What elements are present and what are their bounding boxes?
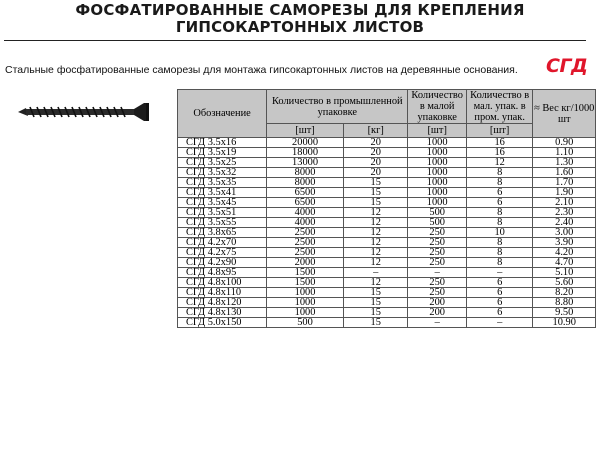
cell-kg: 12: [343, 218, 408, 228]
cell-name: СГД 3.5x35: [178, 178, 267, 188]
cell-pcs: 500: [267, 318, 344, 328]
cell-pcs: 8000: [267, 178, 344, 188]
cell-weight: 9.50: [533, 308, 596, 318]
table-row: [178, 268, 596, 278]
table-row: [178, 158, 596, 168]
cell-weight: 5.60: [533, 278, 596, 288]
cell-name: СГД 4.2x90: [178, 258, 267, 268]
cell-pcs: 2500: [267, 228, 344, 238]
cell-small: 250: [408, 238, 466, 248]
table-row: [178, 298, 596, 308]
cell-count: 6: [466, 188, 533, 198]
cell-kg: 12: [343, 248, 408, 258]
cell-small: 1000: [408, 168, 466, 178]
cell-pcs: 2500: [267, 248, 344, 258]
col-count-pcs-unit: [шт]: [466, 124, 533, 138]
title-line-2: ГИПСОКАРТОННЫХ ЛИСТОВ: [175, 18, 425, 36]
cell-pcs: 1500: [267, 278, 344, 288]
cell-kg: 12: [343, 258, 408, 268]
cell-kg: 20: [343, 168, 408, 178]
col-designation-header: Обозначение: [178, 90, 267, 138]
cell-name: СГД 5.0x150: [178, 318, 267, 328]
cell-name: СГД 3.5x51: [178, 208, 267, 218]
cell-pcs: 4000: [267, 208, 344, 218]
cell-small: 250: [408, 228, 466, 238]
cell-weight: 1.30: [533, 158, 596, 168]
cell-small: 1000: [408, 138, 466, 148]
cell-kg: 12: [343, 208, 408, 218]
cell-name: СГД 4.8x95: [178, 268, 267, 278]
table-row: [178, 228, 596, 238]
cell-pcs: 1000: [267, 288, 344, 298]
cell-count: 8: [466, 168, 533, 178]
cell-kg: 12: [343, 278, 408, 288]
cell-name: СГД 4.8x100: [178, 278, 267, 288]
table-row: [178, 318, 596, 328]
cell-name: СГД 3.5x45: [178, 198, 267, 208]
table-row: [178, 288, 596, 298]
cell-pcs: 6500: [267, 188, 344, 198]
cell-kg: 15: [343, 178, 408, 188]
cell-kg: 15: [343, 308, 408, 318]
cell-count: 8: [466, 258, 533, 268]
table-row: [178, 248, 596, 258]
cell-small: 200: [408, 308, 466, 318]
cell-weight: 3.00: [533, 228, 596, 238]
cell-weight: 0.90: [533, 138, 596, 148]
cell-weight: 2.10: [533, 198, 596, 208]
cell-weight: 1.70: [533, 178, 596, 188]
cell-pcs: 1500: [267, 268, 344, 278]
cell-count: –: [466, 268, 533, 278]
col-qty-small-header: Количество в малой упаковке: [408, 90, 466, 124]
document-title: [0, 2, 600, 36]
cell-weight: 3.90: [533, 238, 596, 248]
cell-kg: 12: [343, 228, 408, 238]
table-row: [178, 308, 596, 318]
cell-small: 1000: [408, 178, 466, 188]
cell-weight: 2.30: [533, 208, 596, 218]
product-description: Стальные фосфатированные саморезы для монтажа гипсокартонных листов на деревянные основания.: [5, 64, 518, 76]
cell-count: 8: [466, 218, 533, 228]
cell-count: 16: [466, 148, 533, 158]
brand-logo: СГД: [546, 55, 588, 77]
col-qty-small-in-ind-header: Количество в мал. упак. в пром. упак.: [466, 90, 533, 124]
cell-count: 8: [466, 208, 533, 218]
cell-pcs: 2000: [267, 258, 344, 268]
cell-kg: 15: [343, 198, 408, 208]
table-row: [178, 208, 596, 218]
table-row: [178, 258, 596, 268]
cell-name: СГД 3.5x19: [178, 148, 267, 158]
cell-weight: 10.90: [533, 318, 596, 328]
cell-count: 6: [466, 198, 533, 208]
cell-small: 1000: [408, 158, 466, 168]
cell-kg: 15: [343, 288, 408, 298]
col-small-pcs-unit: [шт]: [408, 124, 466, 138]
cell-count: –: [466, 318, 533, 328]
cell-kg: 12: [343, 238, 408, 248]
table-row: [178, 178, 596, 188]
cell-name: СГД 4.2x70: [178, 238, 267, 248]
cell-pcs: 18000: [267, 148, 344, 158]
cell-name: СГД 3.5x25: [178, 158, 267, 168]
cell-name: СГД 4.8x120: [178, 298, 267, 308]
cell-count: 6: [466, 308, 533, 318]
cell-pcs: 6500: [267, 198, 344, 208]
table-row: [178, 218, 596, 228]
cell-small: 1000: [408, 188, 466, 198]
cell-pcs: 1000: [267, 298, 344, 308]
cell-weight: 2.40: [533, 218, 596, 228]
cell-count: 10: [466, 228, 533, 238]
table-row: [178, 138, 596, 148]
cell-small: 500: [408, 218, 466, 228]
cell-weight: 1.90: [533, 188, 596, 198]
cell-small: 200: [408, 298, 466, 308]
cell-small: 1000: [408, 198, 466, 208]
cell-name: СГД 4.8x110: [178, 288, 267, 298]
cell-weight: 5.10: [533, 268, 596, 278]
cell-count: 8: [466, 238, 533, 248]
cell-name: СГД 3.5x41: [178, 188, 267, 198]
title-divider: [4, 40, 586, 41]
col-kg-unit: [кг]: [343, 124, 408, 138]
cell-count: 16: [466, 138, 533, 148]
table-row: [178, 188, 596, 198]
cell-name: СГД 4.8x130: [178, 308, 267, 318]
cell-kg: 15: [343, 318, 408, 328]
cell-small: 1000: [408, 148, 466, 158]
table-row: [178, 148, 596, 158]
cell-pcs: 8000: [267, 168, 344, 178]
cell-name: СГД 3.5x32: [178, 168, 267, 178]
drywall-screw-image: [16, 100, 156, 124]
cell-pcs: 4000: [267, 218, 344, 228]
cell-weight: 1.60: [533, 168, 596, 178]
col-weight-header: ≈ Вес кг/1000 шт: [533, 90, 596, 138]
cell-pcs: 1000: [267, 308, 344, 318]
screw-spec-table: [177, 89, 596, 328]
cell-small: –: [408, 268, 466, 278]
cell-small: 250: [408, 248, 466, 258]
cell-kg: 20: [343, 138, 408, 148]
cell-name: СГД 3.8x65: [178, 228, 267, 238]
cell-count: 8: [466, 248, 533, 258]
table-row: [178, 168, 596, 178]
cell-weight: 1.10: [533, 148, 596, 158]
cell-small: –: [408, 318, 466, 328]
cell-kg: –: [343, 268, 408, 278]
cell-name: СГД 4.2x75: [178, 248, 267, 258]
table-row: [178, 238, 596, 248]
cell-count: 6: [466, 288, 533, 298]
title-line-1: ФОСФАТИРОВАННЫЕ САМОРЕЗЫ ДЛЯ КРЕПЛЕНИЯ: [75, 1, 525, 19]
cell-name: СГД 3.5x16: [178, 138, 267, 148]
cell-weight: 8.20: [533, 288, 596, 298]
cell-kg: 15: [343, 298, 408, 308]
cell-pcs: 20000: [267, 138, 344, 148]
col-pcs-unit: [шт]: [267, 124, 344, 138]
cell-weight: 4.70: [533, 258, 596, 268]
col-qty-industrial-header: Количество в промышленной упаковке: [267, 90, 408, 124]
table-row: [178, 198, 596, 208]
cell-count: 6: [466, 278, 533, 288]
cell-count: 6: [466, 298, 533, 308]
cell-kg: 20: [343, 148, 408, 158]
spec-table-body: [178, 138, 596, 328]
cell-small: 250: [408, 288, 466, 298]
cell-pcs: 2500: [267, 238, 344, 248]
cell-small: 500: [408, 208, 466, 218]
cell-small: 250: [408, 278, 466, 288]
table-row: [178, 278, 596, 288]
cell-small: 250: [408, 258, 466, 268]
cell-pcs: 13000: [267, 158, 344, 168]
cell-weight: 8.80: [533, 298, 596, 308]
cell-weight: 4.20: [533, 248, 596, 258]
cell-name: СГД 3.5x55: [178, 218, 267, 228]
cell-count: 12: [466, 158, 533, 168]
cell-kg: 20: [343, 158, 408, 168]
cell-kg: 15: [343, 188, 408, 198]
cell-count: 8: [466, 178, 533, 188]
